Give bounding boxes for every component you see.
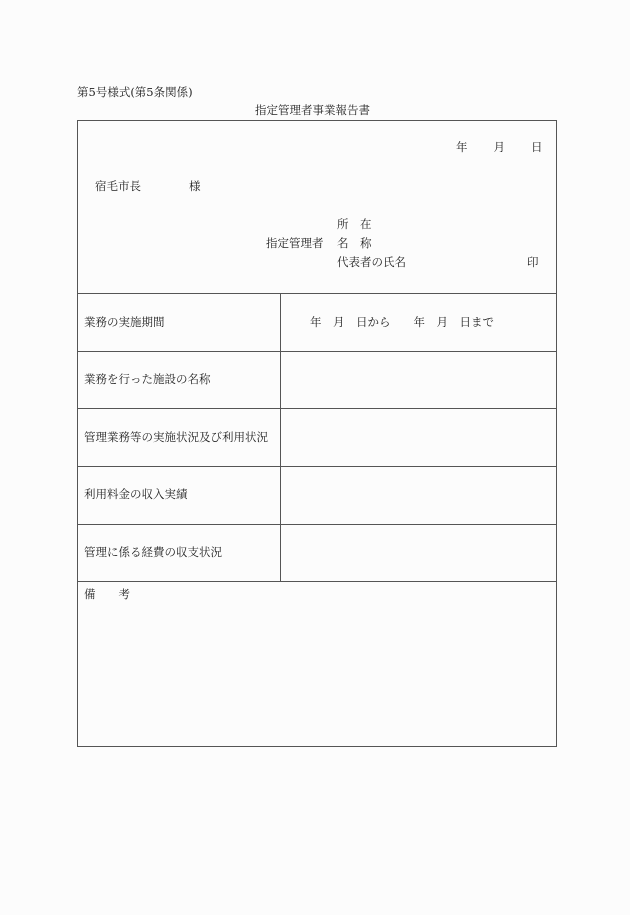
facility-name-field[interactable] — [280, 352, 555, 408]
representative-name-field[interactable]: 代表者の氏名 — [337, 255, 406, 269]
row-label-fee-revenue: 利用料金の収入実績 — [84, 487, 188, 501]
report-date[interactable] — [456, 142, 543, 154]
manager-address-field[interactable]: 所 在 — [337, 217, 372, 231]
divider-header — [78, 293, 556, 294]
row-label-facility-name: 業務を行った施設の名称 — [84, 372, 211, 386]
remarks-field[interactable] — [78, 605, 555, 745]
manager-label: 指定管理者 — [266, 236, 324, 250]
row-label-expense-balance: 管理に係る経費の収支状況 — [84, 545, 222, 559]
document-title: 指定管理者事業報告書 — [255, 103, 370, 117]
manager-name-field[interactable]: 名 称 — [337, 236, 372, 250]
expense-balance-field[interactable] — [280, 525, 555, 581]
date-day-label: 日 — [531, 140, 543, 154]
remarks-label: 備 考 — [84, 587, 130, 601]
divider-row-5 — [78, 581, 556, 582]
honorific: 様 — [189, 179, 201, 193]
row-label-period: 業務の実施期間 — [84, 315, 165, 329]
row-label-implementation-status: 管理業務等の実施状況及び利用状況 — [84, 430, 268, 444]
period-field[interactable]: 年 月 日から 年 月 日まで — [310, 315, 494, 329]
form-number: 第5号様式(第5条関係) — [77, 85, 193, 99]
addressee: 宿毛市長 — [95, 179, 141, 193]
date-year-label: 年 — [456, 140, 468, 154]
date-month-label: 月 — [493, 140, 505, 154]
fee-revenue-field[interactable] — [280, 467, 555, 523]
implementation-status-field[interactable] — [280, 409, 555, 465]
seal-mark: 印 — [527, 255, 539, 269]
